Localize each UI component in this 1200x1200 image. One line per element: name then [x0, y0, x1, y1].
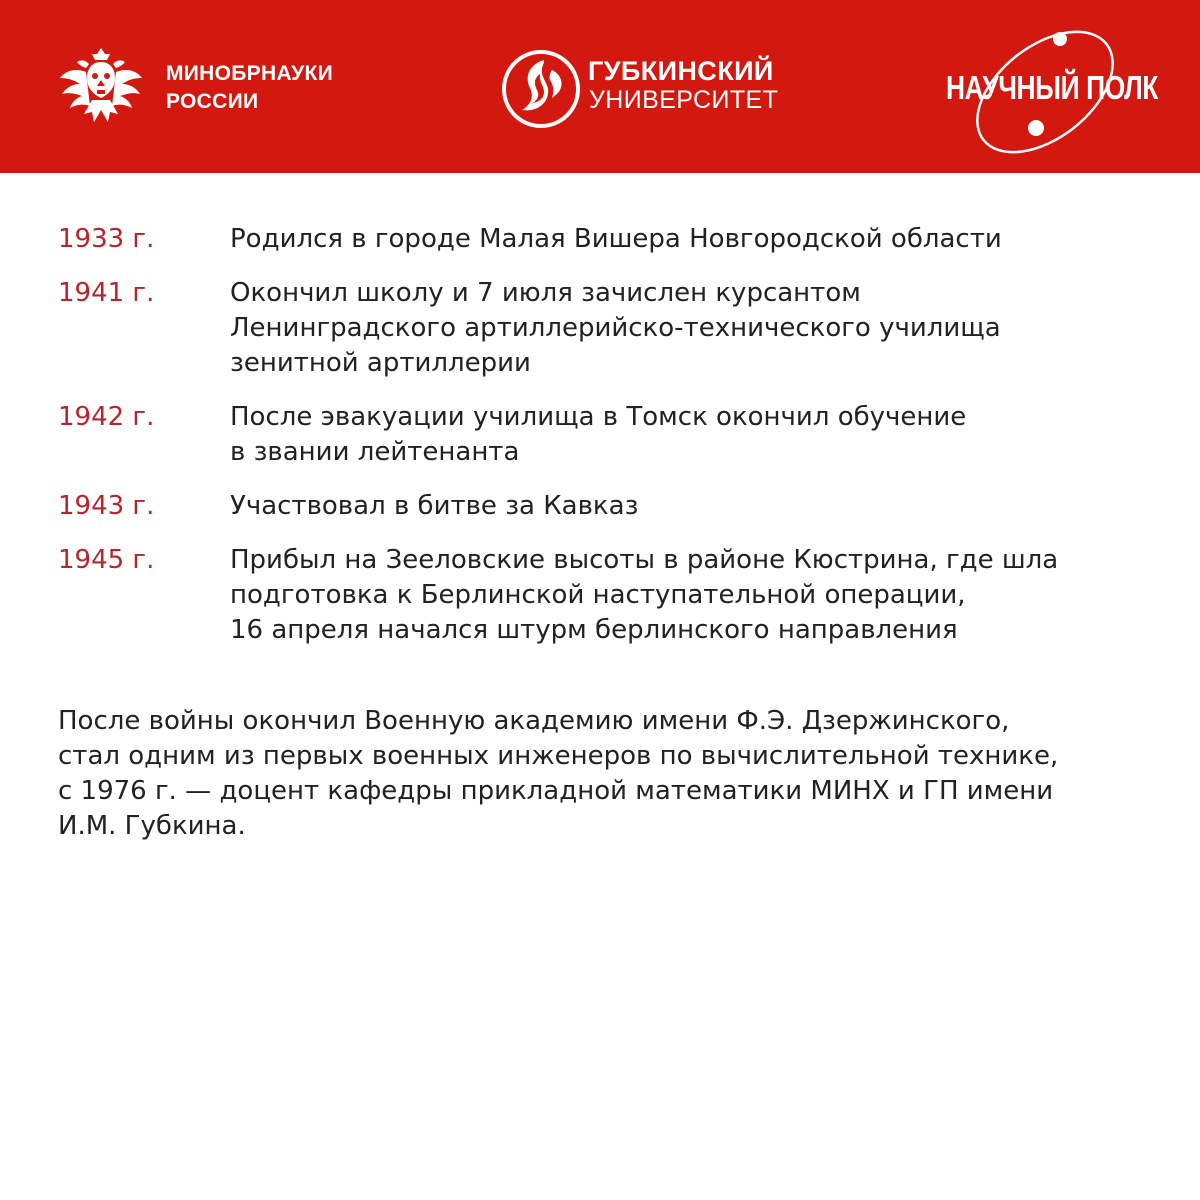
timeline-entry — [58, 276, 1168, 381]
ministry-logo-line-2: РОССИИ — [166, 90, 259, 113]
ministry-logo-text — [166, 60, 333, 116]
university-logo-name: ГУБКИНСКИЙ — [588, 56, 774, 86]
timeline-year: 1943 г. — [58, 491, 155, 521]
university-logo — [500, 46, 800, 136]
timeline-entry — [58, 543, 1168, 648]
timeline-year: 1941 г. — [58, 278, 155, 308]
flame-circle-icon — [500, 48, 582, 130]
project-logo — [930, 26, 1160, 156]
header-banner — [0, 0, 1200, 173]
timeline-entry — [58, 400, 1168, 470]
university-logo-subtitle: УНИВЕРСИТЕТ — [589, 86, 779, 114]
ministry-logo-line-1: МИНОБРНАУКИ — [166, 62, 333, 85]
timeline-description: Прибыл на Зееловские высоты в районе Кюстрина, где шла подготовка к Берлинской наступательной операции, 16 апреля начался штурм берлинского направления — [230, 545, 1059, 645]
timeline-entry — [58, 222, 1168, 257]
timeline-description: Родился в городе Малая Вишера Новгородской области — [230, 224, 1002, 254]
timeline-description: Окончил школу и 7 июля зачислен курсантом Ленинградского артиллерийско-технического училища зенитной артиллерии — [230, 278, 1001, 378]
timeline — [58, 222, 1168, 667]
timeline-year: 1942 г. — [58, 402, 155, 432]
biography-summary: После войны окончил Военную академию имени Ф.Э. Дзержинского, стал одним из первых военных инженеров по вычислительной технике, с 1976 г. — доцент кафедры прикладной математики МИНХ и ГП имени И.М. Губкина. — [58, 706, 1059, 841]
timeline-description: Участвовал в битве за Кавказ — [230, 491, 639, 521]
timeline-description: После эвакуации училища в Томск окончил обучение в звании лейтенанта — [230, 402, 967, 467]
timeline-entry — [58, 489, 1168, 524]
ministry-logo — [56, 42, 386, 134]
project-logo-text: НАУЧНЫЙ ПОЛК — [946, 69, 1159, 106]
timeline-year: 1933 г. — [58, 224, 155, 254]
double-headed-eagle-icon — [56, 42, 146, 132]
timeline-year: 1945 г. — [58, 545, 155, 575]
